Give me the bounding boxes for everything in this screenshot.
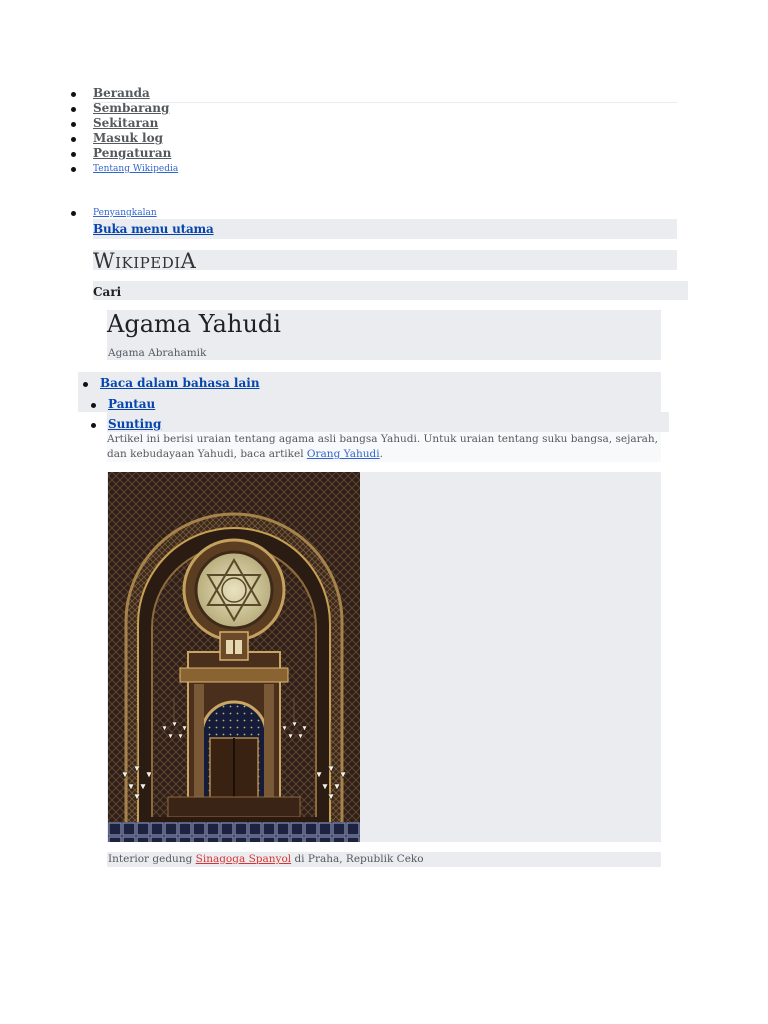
menu-link-nearby[interactable]: Sekitaran <box>93 116 159 130</box>
language-button[interactable] <box>100 376 260 390</box>
menu-item-random[interactable] <box>68 101 678 116</box>
edit-button[interactable] <box>108 417 161 431</box>
search-bar[interactable] <box>93 281 688 300</box>
hatnote-end: . <box>379 448 383 460</box>
language-link[interactable]: Baca dalam bahasa lain <box>100 376 260 390</box>
menu-divider <box>93 102 677 103</box>
watch-button[interactable] <box>108 397 155 411</box>
disclaimer-link[interactable]: Penyangkalan <box>93 208 157 218</box>
menu-item-home[interactable] <box>68 86 678 101</box>
menu-link-about[interactable]: Tentang Wikipedia <box>93 164 179 174</box>
menu-link-home[interactable]: Beranda <box>93 86 150 100</box>
open-main-menu-link[interactable]: Buka menu utama <box>93 222 214 236</box>
edit-link[interactable]: Sunting <box>108 417 162 431</box>
watch-link[interactable]: Pantau <box>108 397 156 411</box>
search-label[interactable]: Cari <box>93 285 122 299</box>
menu-item-nearby[interactable] <box>68 116 678 131</box>
synagogue-interior-image[interactable] <box>108 472 360 842</box>
wikipedia-wordmark[interactable] <box>93 250 196 274</box>
menu-item-login[interactable] <box>68 131 678 146</box>
page-actions-bar <box>107 412 669 432</box>
caption-pre: Interior gedung <box>108 853 196 865</box>
menu-item-about[interactable] <box>68 161 678 177</box>
hatnote <box>107 432 661 462</box>
hatnote-text: Artikel ini berisi uraian tentang agama asli bangsa Yahudi. Untuk uraian tentang suku bangsa, sejarah, dan kebudayaan Yahudi, baca artikel <box>107 433 658 460</box>
page-subtitle: Agama Abrahamik <box>108 347 207 359</box>
logo-bar <box>93 249 677 273</box>
wordmark-w: W <box>93 249 116 273</box>
page-heading-box <box>107 310 661 360</box>
image-caption <box>108 852 424 866</box>
menu-item-settings[interactable] <box>68 146 678 161</box>
hatnote-link[interactable]: Orang Yahudi <box>306 448 380 460</box>
main-menu-bar <box>93 219 677 239</box>
menu-item-disclaimer[interactable] <box>68 206 157 220</box>
caption-redlink[interactable]: Sinagoga Spanyol <box>195 853 292 865</box>
menu-link-random[interactable]: Sembarang <box>93 101 170 115</box>
caption-post: di Praha, Republik Ceko <box>291 853 424 865</box>
wordmark-ikipedi: IKIPEDI <box>115 254 181 272</box>
wordmark-a: A <box>180 249 197 273</box>
synagogue-illustration <box>108 472 360 842</box>
page-title: Agama Yahudi <box>107 310 281 338</box>
menu-link-settings[interactable]: Pengaturan <box>93 146 172 160</box>
menu-link-login[interactable]: Masuk log <box>93 131 163 145</box>
main-menu-list <box>68 86 678 177</box>
footer-links-list <box>68 206 157 220</box>
